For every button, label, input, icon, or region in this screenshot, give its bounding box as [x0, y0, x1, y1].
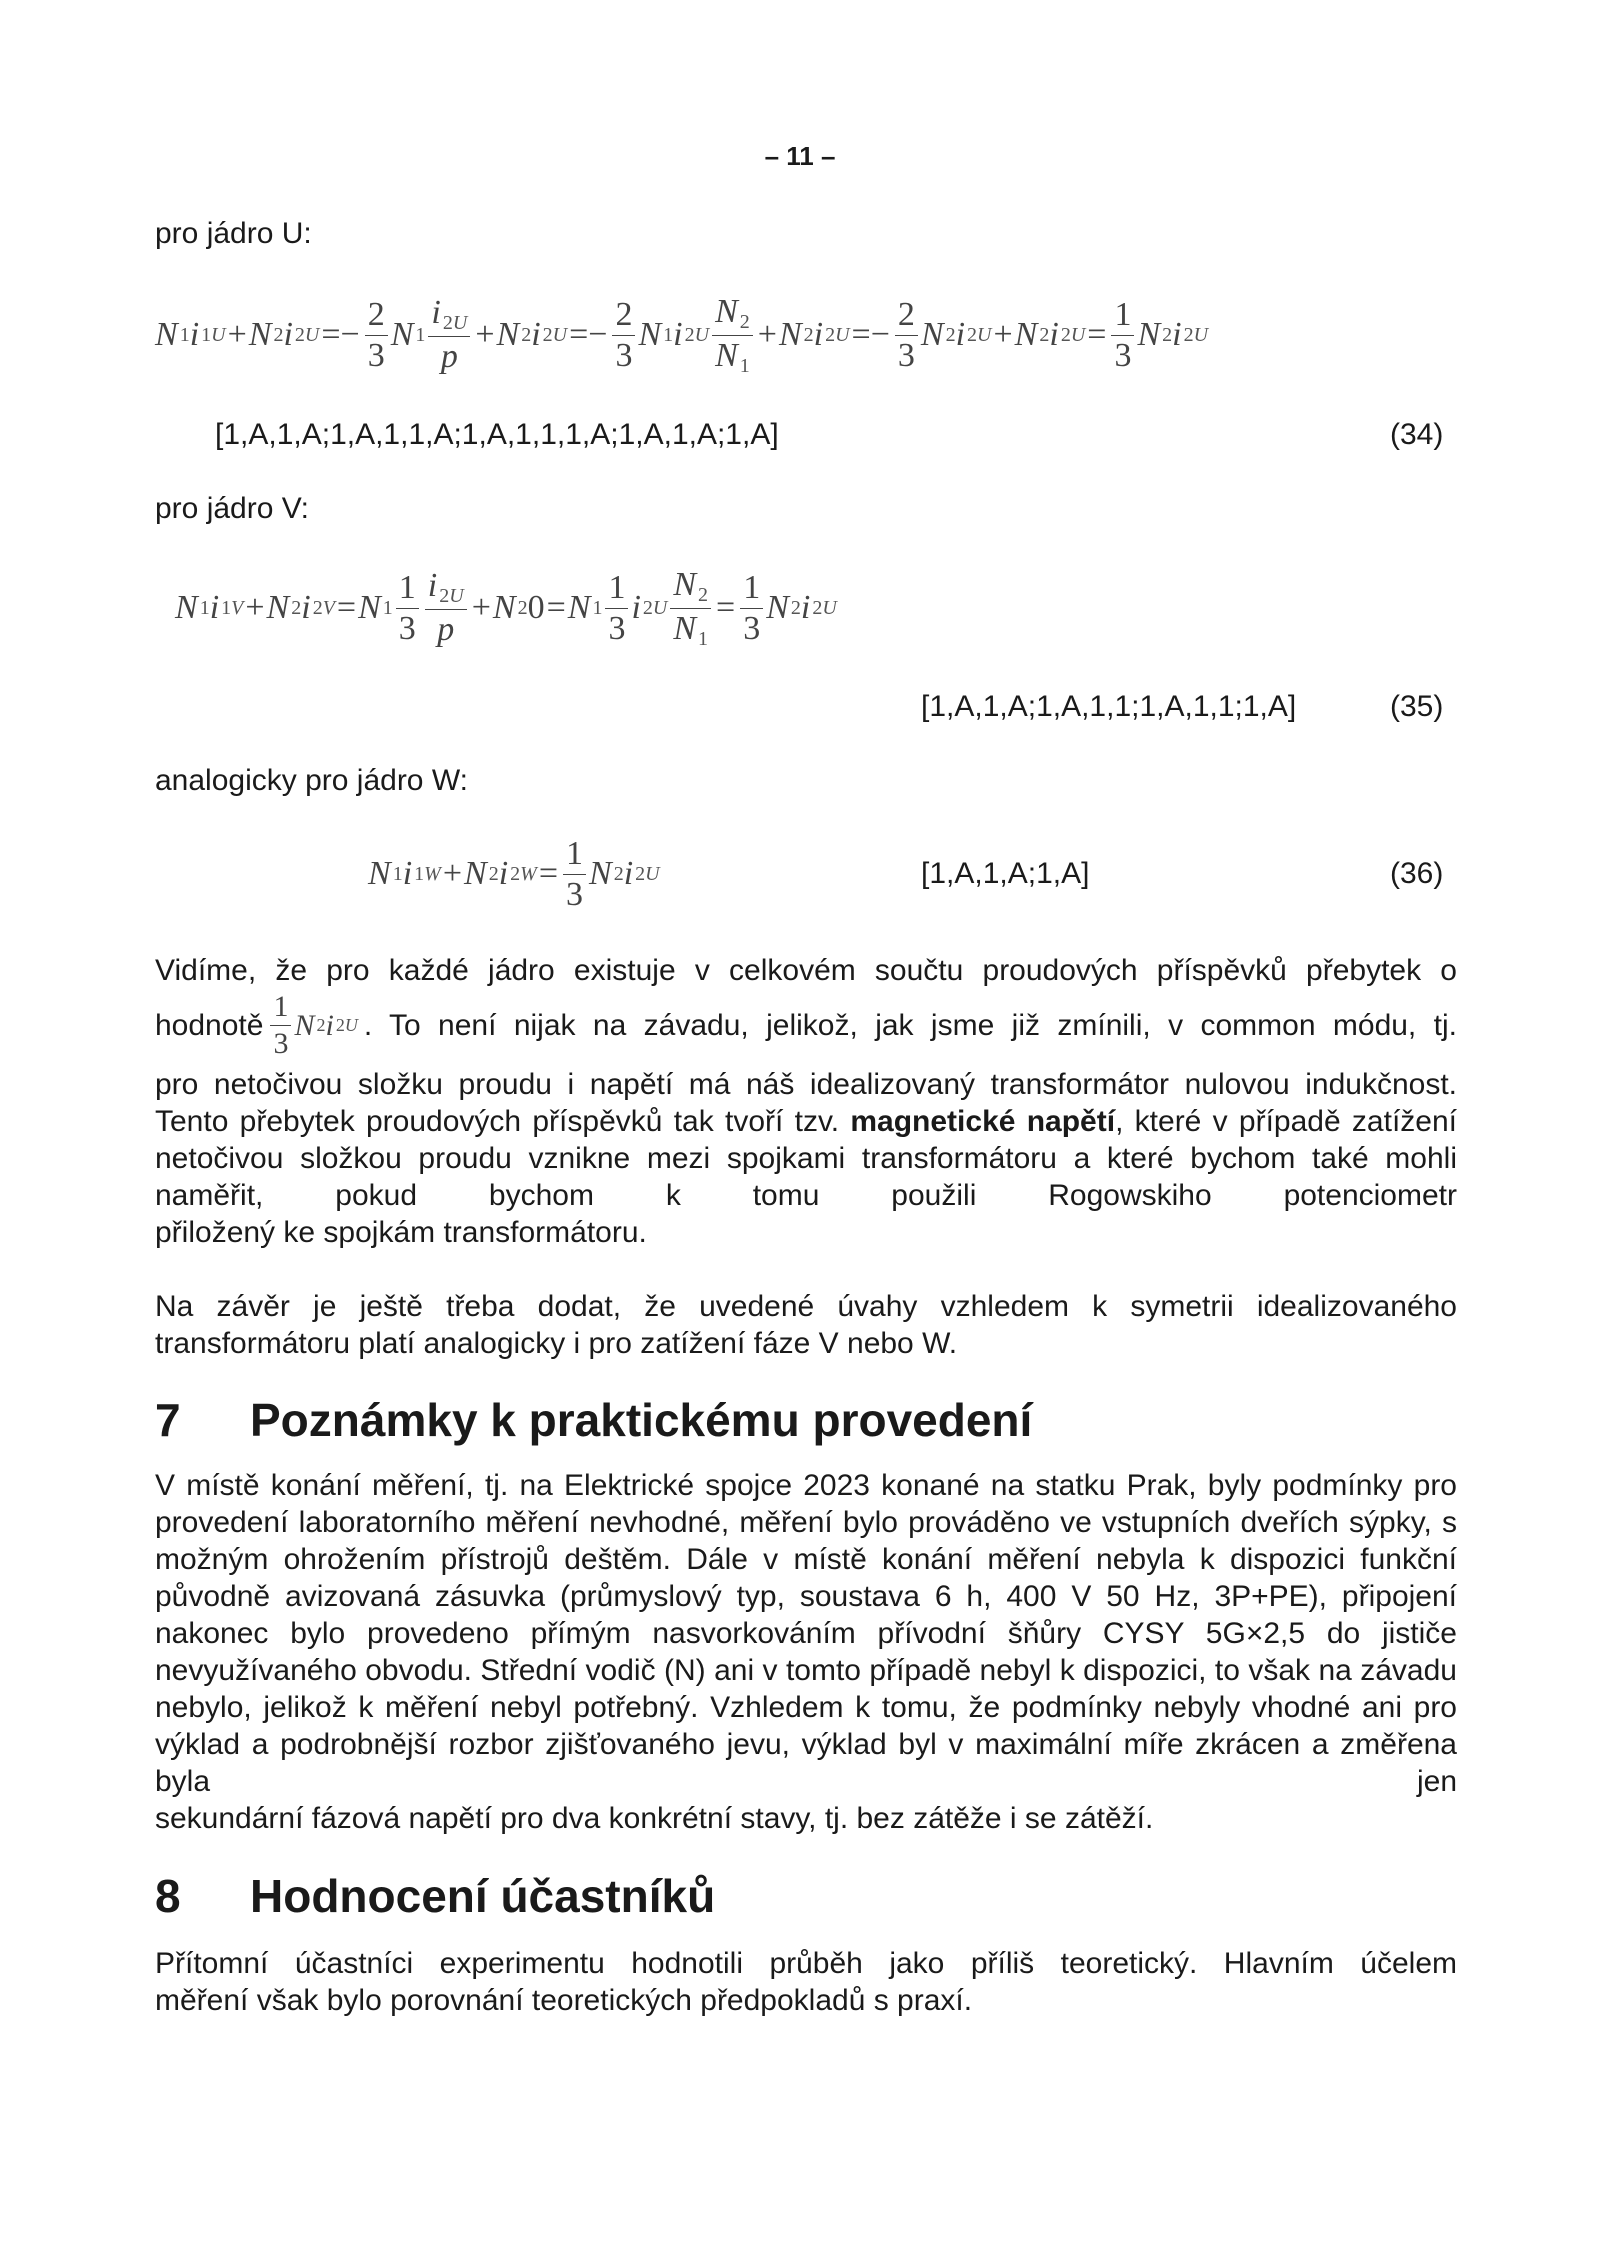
equation-34: N 1 i 1U + N 2 i 2U =− $\frac{2}{3}$ N 1 $\frac{i _{2U}}{p}$ + N 2 i 2U =− $\frac{2}{3}$ N 1 i 2U $\frac{N _2}{N _1}$ + N 2 i 2U =− $\frac{2}{3}$ N 2 i 2U + N 2 i 2U = $\frac{1}{3}$ N 2 i 2U — [155, 292, 1209, 377]
equation-34-number: (34) — [1390, 418, 1444, 451]
paragraph-3: V místě konání měření, tj. na Elektrické spojce 2023 konané na statku Prak, byly podmínky pro provedení laboratorního měření nevhodné, měření bylo prováděno ve vstupních dveřích sýpky, s možným ohrožením přístrojů deštěm. Dále v místě konání měření nebyla k dispozici funkční původně avizovaná zásuvka (průmyslový typ, soustava 6 h, 400 V 50 Hz, 3P+PE), připojení nakonec bylo provedeno přímým nasvorkováním přívodní šňůry CYSY 5G×2,5 do jističe nevyužívaného obvodu. Střední vodič (N) ani v tomto případě nebyl k dispozici, to však na závadu nebylo, jelikož k měření nebyl potřebný. Vzhledem k tomu, že podmínky nebyly vhodné ani pro výklad a podrobnější rozbor zjišťovaného jevu, výklad byl v maximální míře zkrácen a změřena byla jen — [155, 1469, 1457, 1798]
paragraph-1-body — [155, 1066, 1457, 1214]
label-core-u: pro jádro U: — [155, 217, 312, 250]
section-8-title: Hodnocení účastníků — [250, 1870, 716, 1922]
label-core-w: analogicky pro jádro W: — [155, 764, 468, 797]
equation-36: N 1 i 1W + N 2 i 2W = $\frac{1}{3}$ N 2 i 2U — [368, 834, 660, 913]
paragraph-4-last-line: měření však bylo porovnání teoretických předpokladů s praxí. — [155, 1984, 973, 2017]
section-7-title: Poznámky k praktickému provedení — [250, 1394, 1033, 1446]
page-number: – 11 – — [764, 141, 836, 171]
section-8-heading — [155, 1868, 715, 1924]
equation-35-number: (35) — [1390, 690, 1444, 723]
section-7-number: 7 — [155, 1394, 181, 1446]
paragraph-1-text-a: pro netočivou složku proudu i napětí má náš idealizovaný transformátor nulovou indukčnost. Tento přebytek proudových příspěvků tak tvoří tzv. — [155, 1068, 1457, 1138]
paragraph-2-last-line: transformátoru platí analogicky i pro zatížení fáze V nebo W. — [155, 1327, 958, 1360]
paragraph-1-line-2-end: . To není nijak na závadu, jelikož, jak jsme již zmínili, v common módu, tj. — [363, 1008, 1457, 1042]
paragraph-1-line-1: Vidíme, že pro každé jádro existuje v celkovém součtu proudových příspěvků přebytek o — [155, 954, 1457, 987]
paragraph-4-line-1: Přítomní účastníci experimentu hodnotili průběh jako příliš teoretický. Hlavním účelem — [155, 1947, 1457, 1980]
equation-36-number: (36) — [1390, 857, 1444, 890]
equation-35: N 1 i 1V + N 2 i 2V = N 1 $\frac{1}{3}$ $\frac{i _{2U}}{p}$ + N 2 0 = N 1 $\frac{1}{3}$ i 2U $\frac{N _2}{N _1}$ = $\frac{1}{3}$ N 2 i 2U — [175, 565, 837, 650]
paragraph-2-line-1: Na závěr je ještě třeba dodat, že uvedené úvahy vzhledem k symetrii idealizovaného — [155, 1290, 1457, 1323]
inline-fraction-term: $\frac{1}{3}$ N 2 i 2U — [267, 992, 357, 1059]
section-8-number: 8 — [155, 1870, 181, 1922]
paragraph-1-line-2 — [155, 990, 1457, 1060]
label-core-v: pro jádro V: — [155, 492, 309, 525]
equation-35-units: [1,A,1,A;1,A,1,1;1,A,1,1;1,A] — [921, 690, 1297, 723]
paragraph-3-last-line: sekundární fázová napětí pro dva konkrétní stavy, tj. bez zátěže i se zátěží. — [155, 1802, 1154, 1835]
section-7-heading — [155, 1392, 1032, 1448]
paragraph-1-word-hodnote: hodnotě — [155, 1008, 264, 1042]
paragraph-1-last-line: přiložený ke spojkám transformátoru. — [155, 1216, 647, 1249]
equation-36-units: [1,A,1,A;1,A] — [921, 857, 1090, 890]
paragraph-1-text-b: , které v případě zatížení netočivou složkou proudu vznikne mezi spojkami transformátoru a které bychom také mohli naměřit, pokud bychom k tomu použili Rogowskiho potenciometr — [155, 1105, 1457, 1212]
magnetic-voltage-term: magnetické napětí — [850, 1105, 1116, 1138]
equation-34-units: [1,A,1,A;1,A,1,1,A;1,A,1,1,1,A;1,A,1,A;1,A] — [215, 418, 779, 451]
